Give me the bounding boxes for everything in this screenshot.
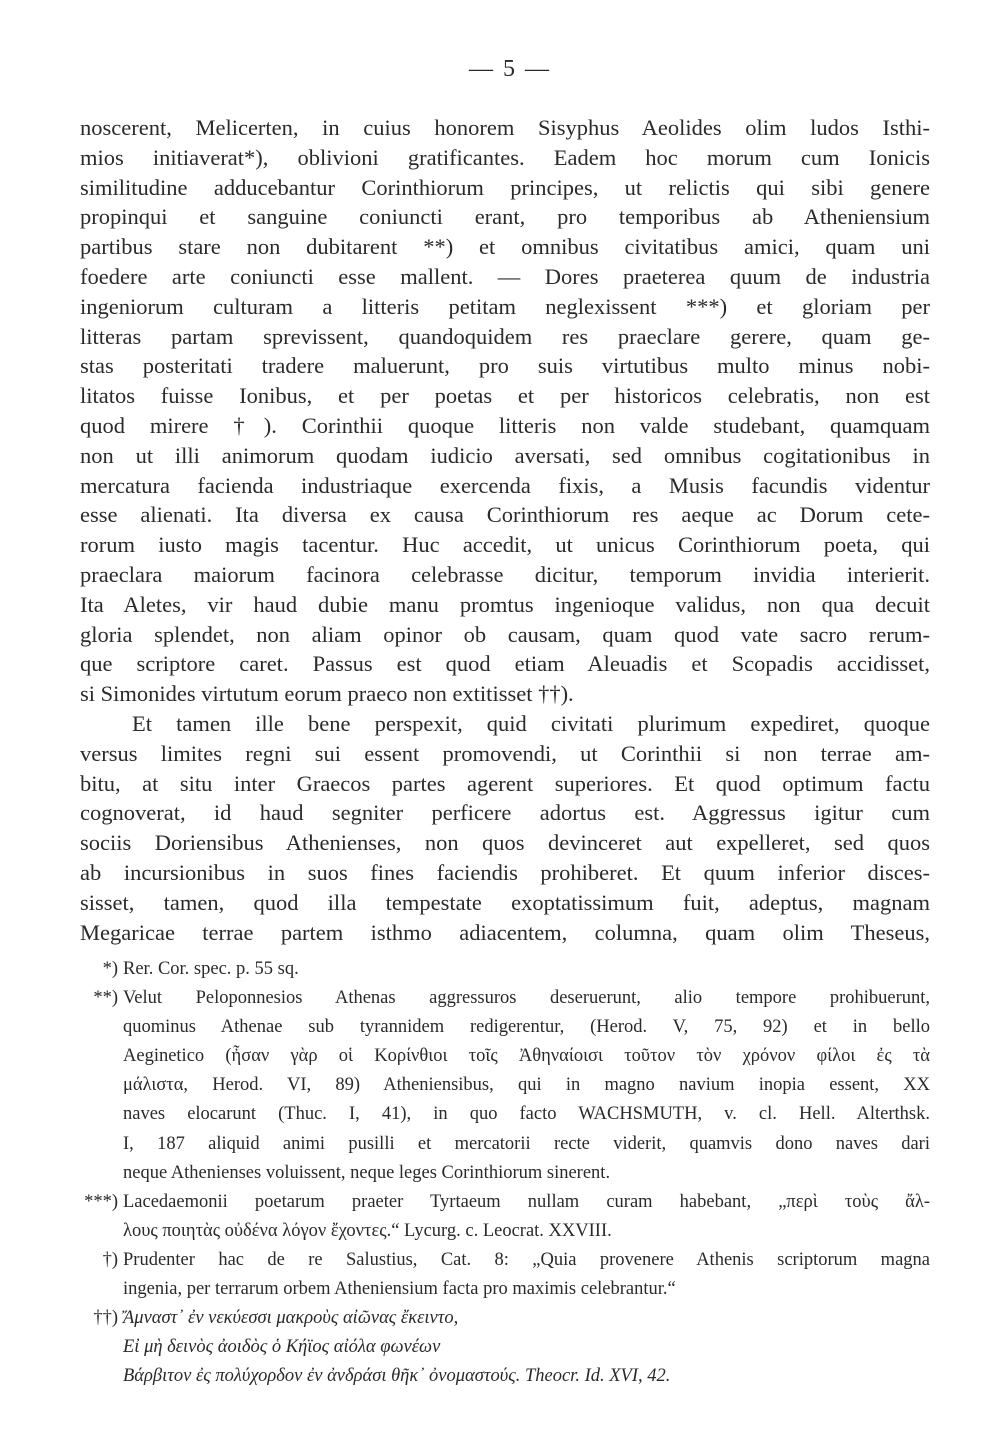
text-line: que scriptore caret. Passus est quod etiam Aleuadis et Scopadis accidisset,	[80, 651, 930, 677]
footnote-line: quominus Athenae sub tyrannidem redigerentur, (Herod. V, 75, 92) et in bello	[123, 1017, 930, 1038]
footnote-line: Prudenter hac de re Salustius, Cat. 8: „Quia provenere Athenis scriptorum magna	[123, 1249, 930, 1270]
footnote-marker: ††)	[93, 1308, 118, 1329]
footnote-line: μάλιστα, Herod. VI, 89) Atheniensibus, qui in magno navium inopia essent, XX	[123, 1075, 930, 1096]
text-line: noscerent, Melicerten, in cuius honorem Sisyphus Aeolides olim ludos Isthi-	[80, 115, 930, 140]
text-line: versus limites regni sui essent promovendi, ut Corinthii si non terrae am-	[80, 740, 930, 766]
text-line: similitudine adducebantur Corinthiorum principes, ut relictis qui sibi genere	[80, 174, 930, 200]
footnote-line: Aeginetico (ἦσαν γὰρ οἱ Κορίνθιοι τοῖς Ἀθηναίοισι τοῦτον τὸν χρόνον φίλοι ἐς τὰ	[123, 1046, 930, 1067]
footnote-marker: ***)	[84, 1191, 118, 1212]
text-line: quod mirere †). Corinthii quoque litteris non valde studebant, quamquam	[80, 412, 930, 438]
footnote-line: Βάρβιτον ἐς πολύχορδον ἐν ἀνδράσι θῆκ᾽ ὀνομαστούς. Theocr. Id. XVI, 42.	[123, 1366, 671, 1387]
footnote-marker: †)	[102, 1249, 118, 1270]
footnote-marker: **)	[93, 988, 118, 1009]
text-line: esse alienati. Ita diversa ex causa Corinthiorum res aeque ac Dorum cete-	[80, 502, 930, 528]
text-line: cognoverat, id haud segniter perficere adortus est. Aggressus igitur cum	[80, 800, 930, 826]
text-line: sisset, tamen, quod illa tempestate exoptatissimum fuit, adeptus, magnam	[80, 889, 930, 915]
text-line: sociis Doriensibus Athenienses, non quos devinceret aut expelleret, sed quos	[80, 830, 930, 856]
text-line: bitu, at situ inter Graecos partes agerent superiores. Et quod optimum factu	[80, 770, 930, 796]
footnote	[40, 1188, 930, 1246]
text-line: partibus stare non dubitarent **) et omnibus civitatibus amici, quam uni	[80, 234, 930, 260]
footnote-line: λους ποιητὰς οὐδένα λόγον ἔχοντες.“ Lycurg. c. Leocrat. XXVIII.	[123, 1220, 612, 1241]
footnote-line: I, 187 aliquid animi pusilli et mercatorii recte viderit, quamvis dono naves dari	[123, 1133, 930, 1154]
text-line: rorum iusto magis tacentur. Huc accedit, ut unicus Corinthiorum poeta, qui	[80, 532, 930, 558]
footnote-line: ingenia, per terrarum orbem Atheniensium facta pro maximis celebrantur.“	[123, 1279, 676, 1300]
main-text	[80, 113, 930, 947]
text-line: stas posteritati tradere maluerunt, pro suis virtutibus multo minus nobi-	[80, 353, 930, 379]
footnotes	[40, 955, 930, 1391]
footnote-line: Velut Peloponnesios Athenas aggressuros deseruerunt, alio tempore prohibuerunt,	[123, 988, 930, 1009]
text-line: Et tamen ille bene perspexit, quid civitati plurimum expediret, quoque	[132, 710, 930, 736]
text-line: ab incursionibus in suos fines faciendis prohiberet. Et quum inferior disces-	[80, 859, 930, 885]
footnote	[40, 1246, 930, 1304]
text-line: Megaricae terrae partem isthmo adiacentem, columna, quam olim Theseus,	[80, 919, 930, 945]
footnote	[40, 1304, 930, 1391]
footnote	[40, 955, 930, 984]
text-line: gloria splendet, non aliam opinor ob causam, quam quod vate sacro rerum-	[80, 621, 930, 647]
text-line: mios initiaverat*), oblivioni gratificantes. Eadem hoc morum cum Ionicis	[80, 144, 930, 170]
text-line: si Simonides virtutum eorum praeco non extitisset ††).	[80, 681, 574, 707]
footnote	[40, 984, 930, 1188]
text-line: foedere arte coniuncti esse mallent. — Dores praeterea quum de industria	[80, 263, 930, 289]
text-line: ingeniorum culturam a litteris petitam neglexissent ***) et gloriam per	[80, 293, 930, 319]
page-number: — 5 —	[469, 56, 551, 82]
text-line: non ut illi animorum quodam iudicio aversati, sed omnibus cogitationibus in	[80, 442, 930, 468]
footnote-line: Ἄμναστ᾽ ἐν νεκύεσσι μακροὺς αἰῶνας ἔκειντο,	[123, 1308, 459, 1329]
footnote-line: Εἰ μὴ δεινὸς ἀοιδὸς ὁ Κήϊος αἰόλα φωνέων	[123, 1337, 441, 1358]
text-line: mercatura facienda industriaque exercenda fixis, a Musis facundis videntur	[80, 472, 930, 498]
text-line: litteras partam sprevissent, quandoquidem res praeclare gerere, quam ge-	[80, 323, 930, 349]
footnote-line: naves elocarunt (Thuc. I, 41), in quo facto WACHSMUTH, v. cl. Hell. Alterthsk.	[123, 1104, 930, 1125]
footnote-marker: *)	[102, 959, 118, 979]
text-line: Ita Aletes, vir haud dubie manu promtus ingenioque validus, non qua decuit	[80, 591, 930, 617]
footnote-line: Lacedaemonii poetarum praeter Tyrtaeum nullam curam habebant, „περὶ τοὺς ἄλ-	[123, 1191, 930, 1212]
text-line: praeclara maiorum facinora celebrasse dicitur, temporum invidia interierit.	[80, 561, 930, 587]
text-line: propinqui et sanguine coniuncti erant, pro temporibus ab Atheniensium	[80, 204, 930, 230]
footnote-line: Rer. Cor. spec. p. 55 sq.	[123, 959, 299, 979]
text-line: litatos fuisse Ionibus, et per poetas et per historicos celebratis, non est	[80, 383, 930, 409]
footnote-line: neque Athenienses voluissent, neque leges Corinthiorum sinerent.	[123, 1162, 611, 1183]
